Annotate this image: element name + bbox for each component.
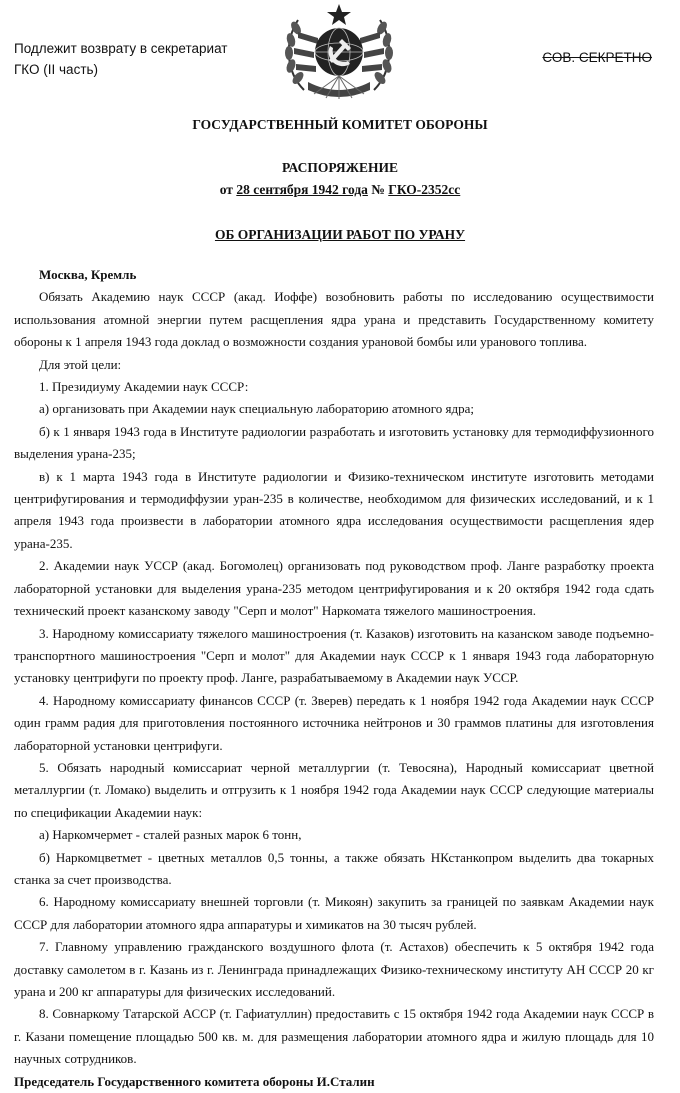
paragraph: 1. Президиуму Академии наук СССР: [39,379,249,395]
return-note-line-2: ГКО (II часть) [14,62,99,77]
document-body [14,264,654,1093]
return-note [14,38,227,80]
document-subject: ОБ ОРГАНИЗАЦИИ РАБОТ ПО УРАНУ [214,227,466,242]
number-prefix: № [371,182,385,197]
paragraph: б) к 1 января 1943 года в Институте радиологии разработать и изготовить установку для термодиффузионного выделения урана-235; [14,423,654,462]
document-type: РАСПОРЯЖЕНИЕ [281,160,399,175]
document-number: ГКО-2352сс [388,182,461,197]
paragraph: 3. Народному комиссариату тяжелого машиностроения (т. Казаков) изготовить на казанском заводе подъемно-транспортного машиностроения "Серп и молот" для Академии наук СССР к 1 января 1943 года лабораторную установку центрифуги по проекту проф. Ланге, разрабатываемому в Академии наук УССР. [14,625,654,686]
paragraph: 5. Обязать народный комиссариат черной металлургии (т. Тевосяна), Народный комиссариат цветной металлургии (т. Ломако) выделить и отгрузить к 1 ноября 1942 года Академии наук СССР следующие материалы по спецификации Академии наук: [14,759,654,820]
paragraph: 6. Народному комиссариату внешней торговли (т. Микоян) закупить за границей по заявкам Академии наук СССР для лаборатории атомного ядра аппаратуры и химикатов на 30 тысяч рублей. [14,894,654,932]
secrecy-stamp: СОВ. СЕКРЕТНО [542,50,652,65]
paragraph: 7. Главному управлению гражданского воздушного флота (т. Астахов) обеспечить к 5 октября 1942 года доставку самолетом в г. Казань из г. Ленинграда принадлежащих Физико-техническому институту АН СССР 20 кг урана и 200 кг аппаратуры для физических исследований. [14,939,654,999]
paragraph: Для этой цели: [39,356,122,372]
document-date-line [0,182,680,198]
return-note-line-1: Подлежит возврату в секретариат [14,41,228,56]
paragraph: 4. Народному комиссариату финансов СССР (т. Зверев) передать к 1 ноября 1942 года Академии наук СССР один грамм радия для приготовления постоянного источника нейтронов и 30 граммов платины для изготовления лабораторной установки центрифуги. [14,692,654,753]
paragraph: 2. Академии наук УССР (акад. Богомолец) организовать под руководством проф. Ланге разработку проекта лабораторной установки для выделения урана-235 методом центрифугирования и к 20 октября 1942 года сдать технический проект казанскому заводу "Серп и молот" Наркомата тяжелого машиностроения. [14,558,654,619]
ussr-state-emblem-icon [274,2,404,100]
paragraph: а) организовать при Академии наук специальную лабораторию атомного ядра; [39,401,475,417]
paragraph: а) Наркомчермет - сталей разных марок 6 тонн, [39,827,302,843]
paragraph: б) Наркомцветмет - цветных металлов 0,5 тонны, а также обязать НКстанкопром выделить два токарных станка за счет производства. [14,849,654,887]
paragraph: Обязать Академию наук СССР (акад. Иоффе) возобновить работы по исследованию осуществимости использования атомной энергии путем расщепления ядра урана и представить Государственному комитету обороны к 1 апреля 1943 года доклад о возможности создания урановой бомбы или уранового топлива. [14,289,654,350]
committee-heading: ГОСУДАРСТВЕННЫЙ КОМИТЕТ ОБОРОНЫ [192,117,488,132]
date-prefix: от [219,182,233,197]
place-line: Москва, Кремль [39,267,137,282]
document-date: 28 сентября 1942 года [236,182,368,197]
paragraph: 8. Совнаркому Татарской АССР (т. Гафиатуллин) предоставить с 15 октября 1942 года Академии наук СССР в г. Казани помещение площадью 500 кв. м. для размещения лаборатории атомного ядра и жилую площадь для 10 научных сотрудников. [14,1006,654,1067]
signature-line: Председатель Государственного комитета обороны И.Сталин [14,1073,375,1089]
paragraph: в) к 1 марта 1943 года в Институте радиологии и Физико-техническом институте изготовить методами центрифугирования и термодиффузии уран-235 в количестве, необходимом для физических исследований, и к 1 апреля 1943 года произвести в лаборатории атомного ядра исследования осуществимости расщепления ядер урана-235. [14,468,654,551]
